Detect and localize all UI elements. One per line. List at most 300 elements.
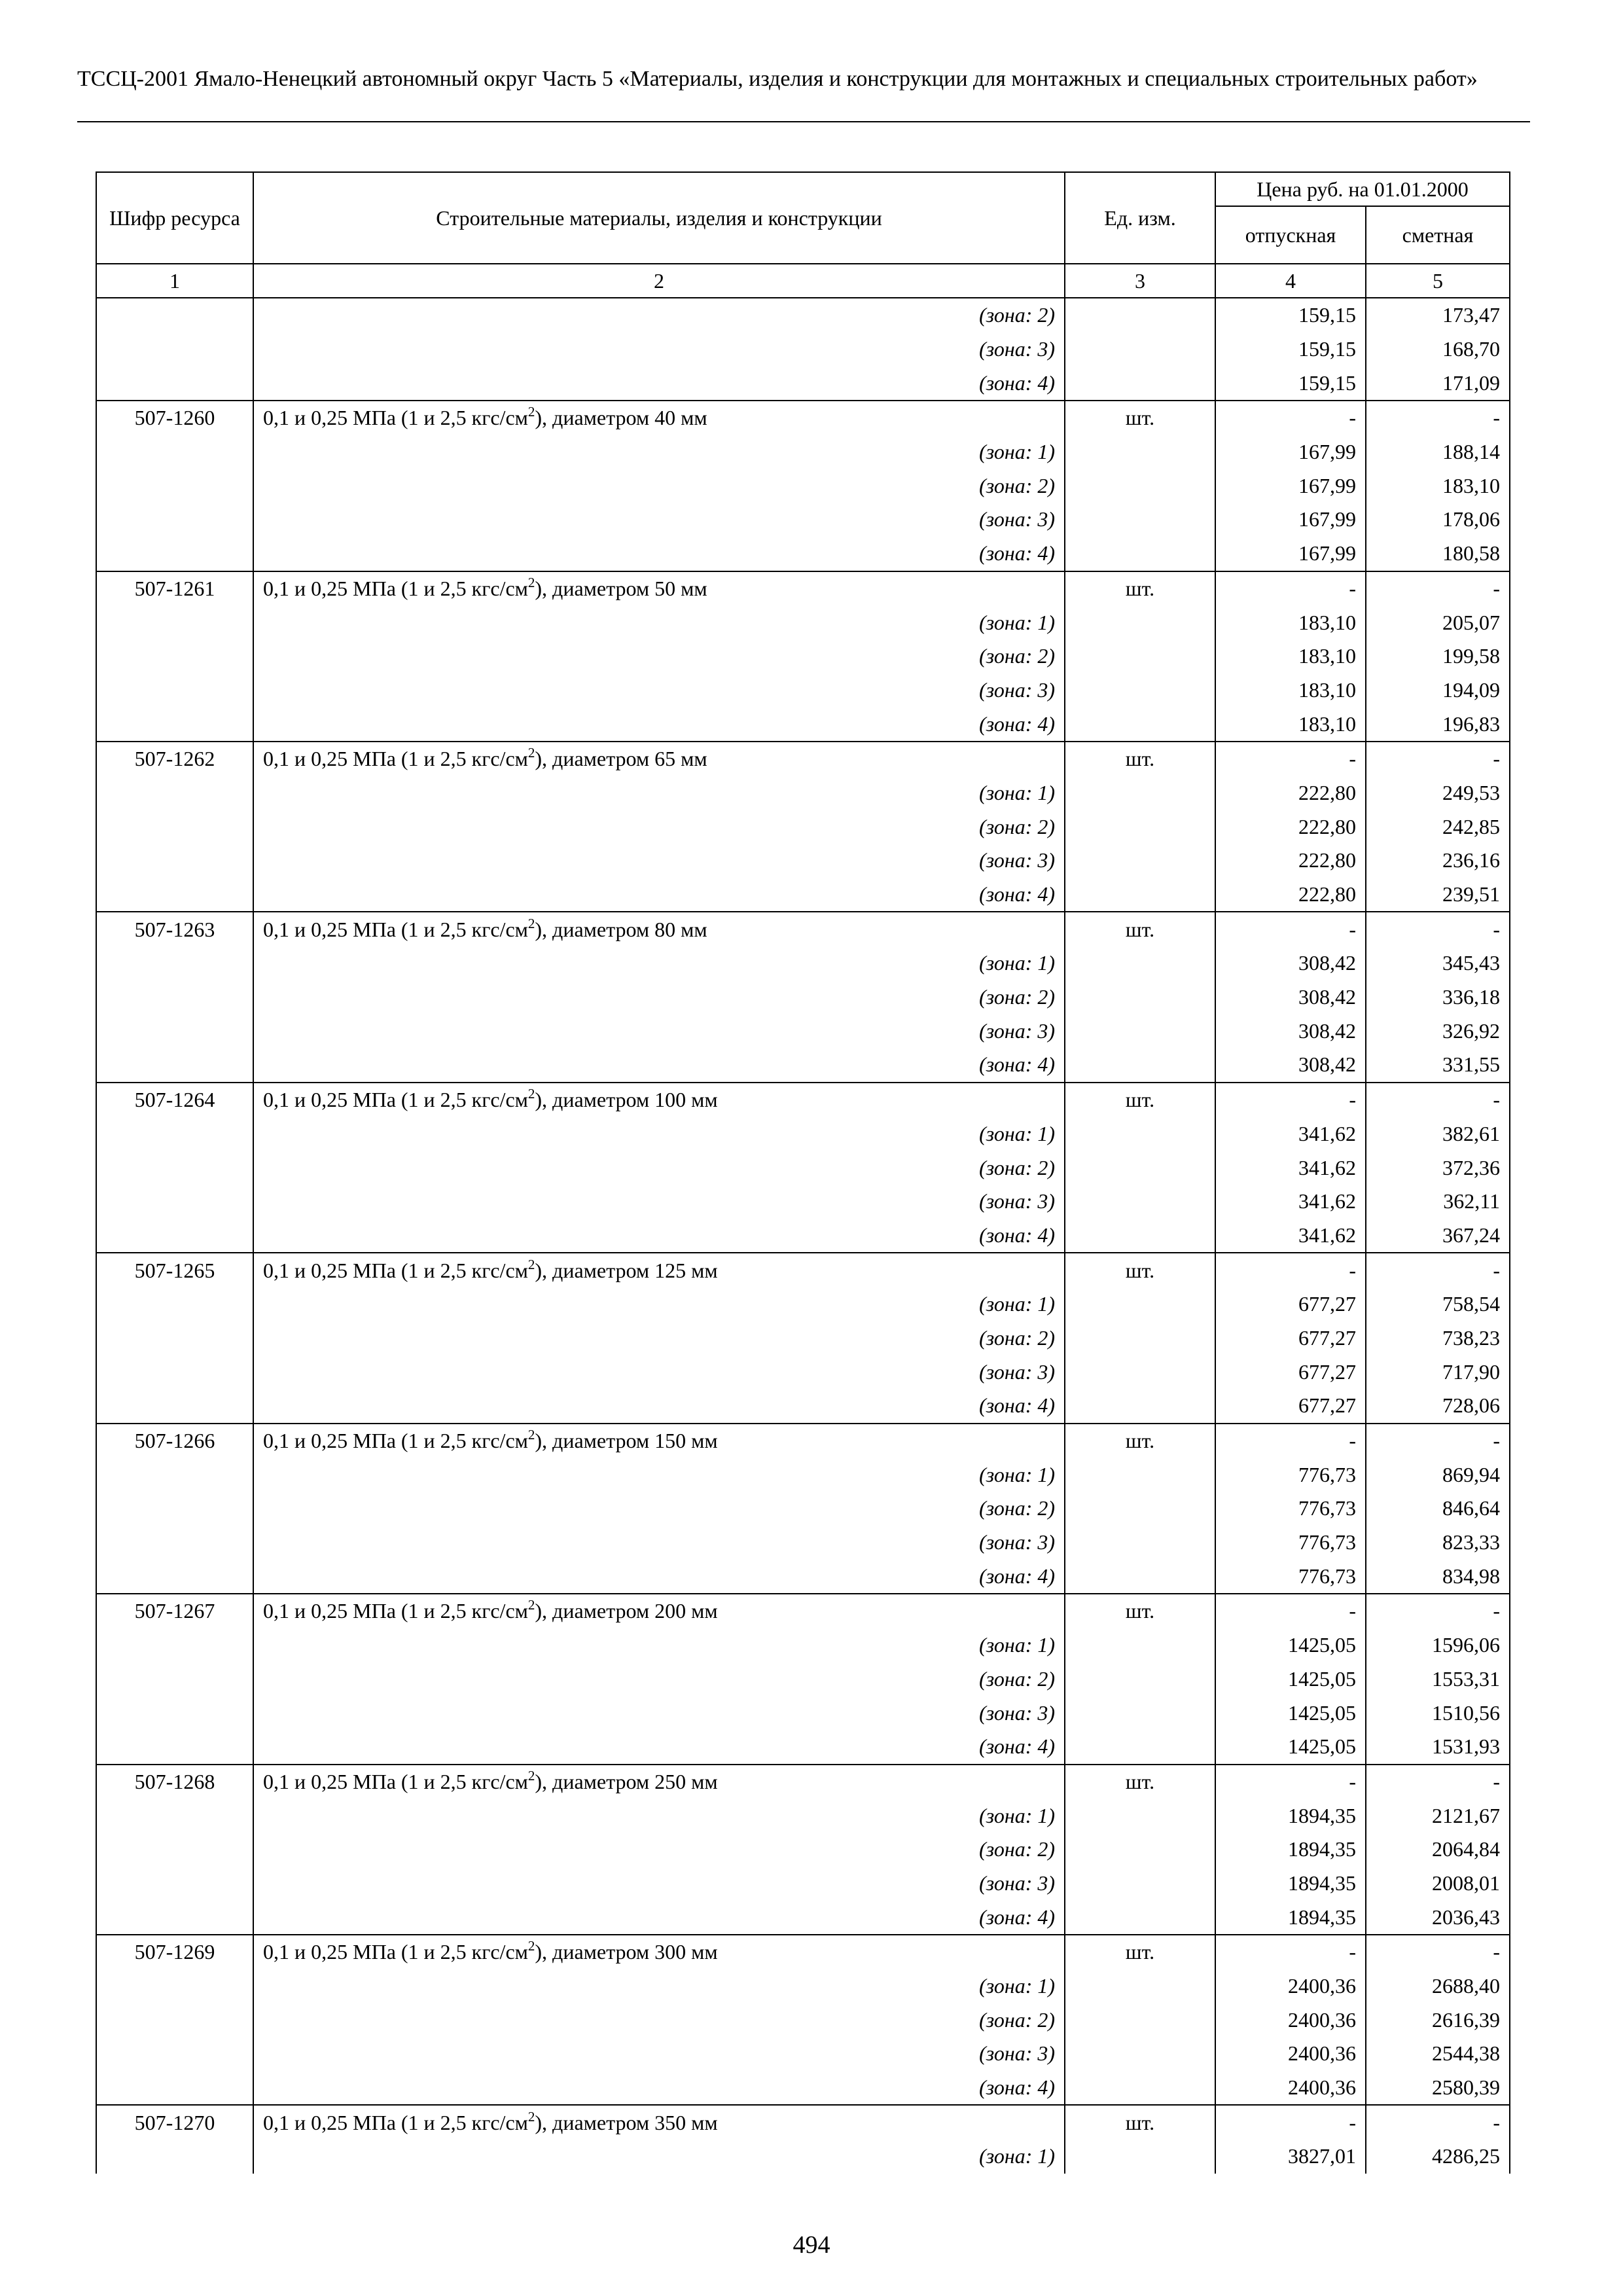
unit: шт. bbox=[1065, 742, 1215, 776]
empty-code-cell bbox=[96, 776, 253, 810]
item-row bbox=[96, 2105, 1510, 2140]
unit: шт. bbox=[1065, 1935, 1215, 1969]
estimate-price: 1531,93 bbox=[1366, 1730, 1510, 1765]
empty-unit-cell bbox=[1065, 1287, 1215, 1321]
item-name-text: 0,1 и 0,25 МПа (1 и 2,5 кгс/см bbox=[263, 1258, 528, 1282]
header-code: Шифр ресурса bbox=[96, 172, 253, 264]
zone-row bbox=[96, 537, 1510, 571]
item-name-text: 0,1 и 0,25 МПа (1 и 2,5 кгс/см bbox=[263, 576, 528, 600]
estimate-price: - bbox=[1366, 1083, 1510, 1117]
item-name-text: 0,1 и 0,25 МПа (1 и 2,5 кгс/см bbox=[263, 747, 528, 771]
empty-code-cell bbox=[96, 605, 253, 639]
empty-code-cell bbox=[96, 1526, 253, 1560]
estimate-price: - bbox=[1366, 912, 1510, 946]
release-price: 1894,35 bbox=[1215, 1867, 1366, 1901]
item-name-text: ), диаметром 80 мм bbox=[535, 917, 707, 941]
zone-row bbox=[96, 1526, 1510, 1560]
empty-unit-cell bbox=[1065, 1355, 1215, 1389]
release-price: 1894,35 bbox=[1215, 1799, 1366, 1833]
empty-unit-cell bbox=[1065, 298, 1215, 332]
zone-label: (зона: 3) bbox=[253, 503, 1065, 537]
estimate-price: 2036,43 bbox=[1366, 1900, 1510, 1935]
item-row bbox=[96, 912, 1510, 946]
zone-row bbox=[96, 1628, 1510, 1662]
item-name bbox=[253, 912, 1065, 946]
item-row bbox=[96, 1765, 1510, 1799]
resource-code: 507-1260 bbox=[96, 401, 253, 435]
empty-code-cell bbox=[96, 537, 253, 571]
empty-code-cell bbox=[96, 1696, 253, 1730]
superscript: 2 bbox=[527, 2108, 535, 2125]
release-price: 159,15 bbox=[1215, 332, 1366, 367]
resource-code: 507-1261 bbox=[96, 571, 253, 606]
zone-row bbox=[96, 1321, 1510, 1355]
zone-label: (зона: 2) bbox=[253, 1833, 1065, 1867]
zone-label: (зона: 3) bbox=[253, 1696, 1065, 1730]
empty-code-cell bbox=[96, 1559, 253, 1594]
empty-code-cell bbox=[96, 2140, 253, 2174]
release-price: - bbox=[1215, 1594, 1366, 1628]
estimate-price: 1510,56 bbox=[1366, 1696, 1510, 1730]
zone-label: (зона: 4) bbox=[253, 878, 1065, 912]
superscript: 2 bbox=[527, 1256, 535, 1272]
empty-code-cell bbox=[96, 673, 253, 708]
empty-code-cell bbox=[96, 1117, 253, 1151]
unit: шт. bbox=[1065, 571, 1215, 606]
item-name-text: ), диаметром 300 мм bbox=[535, 1940, 718, 1964]
release-price: - bbox=[1215, 1424, 1366, 1458]
empty-code-cell bbox=[96, 1662, 253, 1696]
zone-label: (зона: 4) bbox=[253, 707, 1065, 742]
empty-code-cell bbox=[96, 469, 253, 503]
empty-unit-cell bbox=[1065, 1969, 1215, 2003]
estimate-price: 2688,40 bbox=[1366, 1969, 1510, 2003]
empty-code-cell bbox=[96, 1355, 253, 1389]
estimate-price: 242,85 bbox=[1366, 810, 1510, 844]
release-price: 2400,36 bbox=[1215, 2037, 1366, 2071]
resource-code: 507-1265 bbox=[96, 1253, 253, 1287]
release-price: 308,42 bbox=[1215, 1014, 1366, 1048]
release-price: 776,73 bbox=[1215, 1492, 1366, 1526]
zone-row bbox=[96, 1117, 1510, 1151]
release-price: 776,73 bbox=[1215, 1526, 1366, 1560]
release-price: 222,80 bbox=[1215, 878, 1366, 912]
empty-unit-cell bbox=[1065, 1799, 1215, 1833]
estimate-price: 846,64 bbox=[1366, 1492, 1510, 1526]
empty-code-cell bbox=[96, 1048, 253, 1083]
item-name bbox=[253, 1424, 1065, 1458]
zone-label: (зона: 3) bbox=[253, 844, 1065, 878]
zone-label: (зона: 1) bbox=[253, 605, 1065, 639]
zone-row bbox=[96, 332, 1510, 367]
item-name bbox=[253, 2105, 1065, 2140]
zone-row bbox=[96, 1151, 1510, 1185]
item-row bbox=[96, 401, 1510, 435]
release-price: 167,99 bbox=[1215, 503, 1366, 537]
empty-code-cell bbox=[96, 980, 253, 1014]
empty-unit-cell bbox=[1065, 980, 1215, 1014]
zone-row bbox=[96, 2140, 1510, 2174]
release-price: 222,80 bbox=[1215, 844, 1366, 878]
estimate-price: 2616,39 bbox=[1366, 2003, 1510, 2037]
release-price: 159,15 bbox=[1215, 298, 1366, 332]
item-row bbox=[96, 1935, 1510, 1969]
estimate-price: 178,06 bbox=[1366, 503, 1510, 537]
empty-code-cell bbox=[96, 844, 253, 878]
empty-unit-cell bbox=[1065, 605, 1215, 639]
release-price: - bbox=[1215, 1765, 1366, 1799]
empty-unit-cell bbox=[1065, 1185, 1215, 1219]
estimate-price: - bbox=[1366, 1765, 1510, 1799]
resource-code: 507-1266 bbox=[96, 1424, 253, 1458]
zone-label: (зона: 1) bbox=[253, 1458, 1065, 1492]
empty-code-cell bbox=[96, 1185, 253, 1219]
zone-row bbox=[96, 1287, 1510, 1321]
zone-label: (зона: 2) bbox=[253, 980, 1065, 1014]
empty-unit-cell bbox=[1065, 810, 1215, 844]
empty-code-cell bbox=[96, 2003, 253, 2037]
item-name-text: ), диаметром 125 мм bbox=[535, 1258, 718, 1282]
release-price: 776,73 bbox=[1215, 1458, 1366, 1492]
resource-code: 507-1268 bbox=[96, 1765, 253, 1799]
zone-label: (зона: 3) bbox=[253, 1014, 1065, 1048]
column-number: 2 bbox=[253, 264, 1065, 298]
unit: шт. bbox=[1065, 1253, 1215, 1287]
column-number: 1 bbox=[96, 264, 253, 298]
empty-unit-cell bbox=[1065, 1458, 1215, 1492]
zone-row bbox=[96, 1730, 1510, 1765]
estimate-price: 738,23 bbox=[1366, 1321, 1510, 1355]
empty-unit-cell bbox=[1065, 2003, 1215, 2037]
item-name-text: ), диаметром 350 мм bbox=[535, 2110, 718, 2134]
empty-code-cell bbox=[96, 503, 253, 537]
empty-code-cell bbox=[96, 1219, 253, 1253]
estimate-price: 249,53 bbox=[1366, 776, 1510, 810]
zone-label: (зона: 4) bbox=[253, 537, 1065, 571]
estimate-price: 758,54 bbox=[1366, 1287, 1510, 1321]
empty-code-cell bbox=[96, 1492, 253, 1526]
header-estimate: сметная bbox=[1366, 206, 1510, 264]
estimate-price: 194,09 bbox=[1366, 673, 1510, 708]
estimate-price: 834,98 bbox=[1366, 1559, 1510, 1594]
item-name-text: ), диаметром 65 мм bbox=[535, 747, 707, 771]
empty-unit-cell bbox=[1065, 707, 1215, 742]
item-name-text: ), диаметром 100 мм bbox=[535, 1088, 718, 1112]
zone-row bbox=[96, 605, 1510, 639]
empty-code-cell bbox=[96, 1628, 253, 1662]
superscript: 2 bbox=[527, 1767, 535, 1784]
empty-unit-cell bbox=[1065, 366, 1215, 401]
zone-label: (зона: 4) bbox=[253, 1389, 1065, 1424]
item-row bbox=[96, 1424, 1510, 1458]
release-price: - bbox=[1215, 2105, 1366, 2140]
release-price: 2400,36 bbox=[1215, 2071, 1366, 2106]
zone-label: (зона: 2) bbox=[253, 298, 1065, 332]
zone-row bbox=[96, 1389, 1510, 1424]
empty-code-cell bbox=[96, 332, 253, 367]
unit: шт. bbox=[1065, 1765, 1215, 1799]
estimate-price: - bbox=[1366, 571, 1510, 606]
empty-code-cell bbox=[96, 2071, 253, 2106]
release-price: - bbox=[1215, 912, 1366, 946]
estimate-price: 1553,31 bbox=[1366, 1662, 1510, 1696]
release-price: - bbox=[1215, 742, 1366, 776]
zone-row bbox=[96, 298, 1510, 332]
unit: шт. bbox=[1065, 1594, 1215, 1628]
superscript: 2 bbox=[527, 915, 535, 931]
item-row bbox=[96, 742, 1510, 776]
empty-unit-cell bbox=[1065, 469, 1215, 503]
estimate-price: 336,18 bbox=[1366, 980, 1510, 1014]
unit: шт. bbox=[1065, 912, 1215, 946]
header-release: отпускная bbox=[1215, 206, 1366, 264]
release-price: 222,80 bbox=[1215, 776, 1366, 810]
release-price: 167,99 bbox=[1215, 469, 1366, 503]
zone-label: (зона: 2) bbox=[253, 1662, 1065, 1696]
item-name-text: 0,1 и 0,25 МПа (1 и 2,5 кгс/см bbox=[263, 406, 528, 430]
release-price: 1425,05 bbox=[1215, 1628, 1366, 1662]
empty-unit-cell bbox=[1065, 537, 1215, 571]
zone-label: (зона: 3) bbox=[253, 1867, 1065, 1901]
column-number: 5 bbox=[1366, 264, 1510, 298]
zone-row bbox=[96, 707, 1510, 742]
item-name-text: 0,1 и 0,25 МПа (1 и 2,5 кгс/см bbox=[263, 1940, 528, 1964]
zone-row bbox=[96, 366, 1510, 401]
estimate-price: 4286,25 bbox=[1366, 2140, 1510, 2174]
superscript: 2 bbox=[527, 404, 535, 420]
item-name bbox=[253, 1935, 1065, 1969]
estimate-price: 183,10 bbox=[1366, 469, 1510, 503]
item-name-text: ), диаметром 150 мм bbox=[535, 1429, 718, 1453]
item-name-text: 0,1 и 0,25 МПа (1 и 2,5 кгс/см bbox=[263, 1088, 528, 1112]
resource-code: 507-1270 bbox=[96, 2105, 253, 2140]
release-price: 183,10 bbox=[1215, 707, 1366, 742]
unit: шт. bbox=[1065, 1083, 1215, 1117]
zone-label: (зона: 1) bbox=[253, 776, 1065, 810]
empty-unit-cell bbox=[1065, 639, 1215, 673]
estimate-price: - bbox=[1366, 1594, 1510, 1628]
superscript: 2 bbox=[527, 1086, 535, 1102]
zone-label: (зона: 2) bbox=[253, 1492, 1065, 1526]
release-price: 677,27 bbox=[1215, 1355, 1366, 1389]
empty-unit-cell bbox=[1065, 946, 1215, 980]
estimate-price: 345,43 bbox=[1366, 946, 1510, 980]
empty-code-cell bbox=[96, 707, 253, 742]
zone-label: (зона: 4) bbox=[253, 1730, 1065, 1765]
estimate-price: 239,51 bbox=[1366, 878, 1510, 912]
zone-label: (зона: 4) bbox=[253, 2071, 1065, 2106]
zone-row bbox=[96, 1458, 1510, 1492]
estimate-price: 196,83 bbox=[1366, 707, 1510, 742]
release-price: 677,27 bbox=[1215, 1287, 1366, 1321]
empty-unit-cell bbox=[1065, 1048, 1215, 1083]
release-price: 677,27 bbox=[1215, 1389, 1366, 1424]
zone-row bbox=[96, 2037, 1510, 2071]
release-price: 308,42 bbox=[1215, 1048, 1366, 1083]
estimate-price: 823,33 bbox=[1366, 1526, 1510, 1560]
header-price-group: Цена руб. на 01.01.2000 bbox=[1215, 172, 1510, 206]
estimate-price: - bbox=[1366, 1935, 1510, 1969]
zone-row bbox=[96, 1355, 1510, 1389]
zone-row bbox=[96, 1662, 1510, 1696]
release-price: 183,10 bbox=[1215, 605, 1366, 639]
release-price: - bbox=[1215, 401, 1366, 435]
zone-row bbox=[96, 810, 1510, 844]
column-number: 4 bbox=[1215, 264, 1366, 298]
zone-row bbox=[96, 435, 1510, 469]
estimate-price: - bbox=[1366, 742, 1510, 776]
item-name bbox=[253, 1253, 1065, 1287]
empty-unit-cell bbox=[1065, 1900, 1215, 1935]
item-name-text: 0,1 и 0,25 МПа (1 и 2,5 кгс/см bbox=[263, 1429, 528, 1453]
item-name-text: ), диаметром 250 мм bbox=[535, 1769, 718, 1793]
empty-code-cell bbox=[96, 1730, 253, 1765]
empty-unit-cell bbox=[1065, 332, 1215, 367]
empty-code-cell bbox=[96, 1321, 253, 1355]
estimate-price: - bbox=[1366, 401, 1510, 435]
empty-code-cell bbox=[96, 1287, 253, 1321]
item-name-text: 0,1 и 0,25 МПа (1 и 2,5 кгс/см bbox=[263, 2110, 528, 2134]
zone-row bbox=[96, 1833, 1510, 1867]
empty-unit-cell bbox=[1065, 1117, 1215, 1151]
estimate-price: 173,47 bbox=[1366, 298, 1510, 332]
empty-unit-cell bbox=[1065, 435, 1215, 469]
zone-row bbox=[96, 844, 1510, 878]
estimate-price: 869,94 bbox=[1366, 1458, 1510, 1492]
empty-unit-cell bbox=[1065, 1662, 1215, 1696]
item-name-text: 0,1 и 0,25 МПа (1 и 2,5 кгс/см bbox=[263, 1599, 528, 1623]
empty-code-cell bbox=[96, 1014, 253, 1048]
page-number: 494 bbox=[793, 2231, 830, 2259]
superscript: 2 bbox=[527, 745, 535, 761]
unit: шт. bbox=[1065, 1424, 1215, 1458]
release-price: 3827,01 bbox=[1215, 2140, 1366, 2174]
estimate-price: 199,58 bbox=[1366, 639, 1510, 673]
release-price: 341,62 bbox=[1215, 1151, 1366, 1185]
item-name bbox=[253, 571, 1065, 606]
zone-label: (зона: 1) bbox=[253, 1799, 1065, 1833]
item-name-text: 0,1 и 0,25 МПа (1 и 2,5 кгс/см bbox=[263, 917, 528, 941]
release-price: 167,99 bbox=[1215, 537, 1366, 571]
zone-label: (зона: 3) bbox=[253, 2037, 1065, 2071]
empty-code-cell bbox=[96, 1151, 253, 1185]
zone-label: (зона: 4) bbox=[253, 1559, 1065, 1594]
estimate-price: 372,36 bbox=[1366, 1151, 1510, 1185]
empty-code-cell bbox=[96, 435, 253, 469]
item-name bbox=[253, 1765, 1065, 1799]
estimate-price: 2121,67 bbox=[1366, 1799, 1510, 1833]
empty-unit-cell bbox=[1065, 844, 1215, 878]
release-price: 308,42 bbox=[1215, 946, 1366, 980]
item-name-text: 0,1 и 0,25 МПа (1 и 2,5 кгс/см bbox=[263, 1769, 528, 1793]
zone-row bbox=[96, 1799, 1510, 1833]
empty-unit-cell bbox=[1065, 2071, 1215, 2106]
empty-unit-cell bbox=[1065, 1014, 1215, 1048]
zone-row bbox=[96, 1219, 1510, 1253]
empty-code-cell bbox=[96, 366, 253, 401]
zone-row bbox=[96, 2003, 1510, 2037]
estimate-price: - bbox=[1366, 2105, 1510, 2140]
item-row bbox=[96, 571, 1510, 606]
estimate-price: 367,24 bbox=[1366, 1219, 1510, 1253]
release-price: - bbox=[1215, 571, 1366, 606]
empty-unit-cell bbox=[1065, 1559, 1215, 1594]
header-unit: Ед. изм. bbox=[1065, 172, 1215, 264]
release-price: 677,27 bbox=[1215, 1321, 1366, 1355]
estimate-price: 171,09 bbox=[1366, 366, 1510, 401]
empty-unit-cell bbox=[1065, 776, 1215, 810]
release-price: 222,80 bbox=[1215, 810, 1366, 844]
zone-row bbox=[96, 1185, 1510, 1219]
superscript: 2 bbox=[527, 574, 535, 590]
zone-label: (зона: 3) bbox=[253, 1185, 1065, 1219]
zone-row bbox=[96, 503, 1510, 537]
release-price: 1425,05 bbox=[1215, 1696, 1366, 1730]
header-name: Строительные материалы, изделия и конструкции bbox=[253, 172, 1065, 264]
zone-row bbox=[96, 1048, 1510, 1083]
release-price: 341,62 bbox=[1215, 1117, 1366, 1151]
empty-code-cell bbox=[96, 1867, 253, 1901]
empty-unit-cell bbox=[1065, 1492, 1215, 1526]
empty-code-cell bbox=[96, 1833, 253, 1867]
document-header: ТССЦ-2001 Ямало-Ненецкий автономный округ Часть 5 «Материалы, изделия и конструкции для монтажных и специальных строительных работ» bbox=[77, 67, 1478, 91]
release-price: 183,10 bbox=[1215, 673, 1366, 708]
zone-label: (зона: 4) bbox=[253, 1048, 1065, 1083]
zone-label: (зона: 1) bbox=[253, 1287, 1065, 1321]
zone-label: (зона: 3) bbox=[253, 673, 1065, 708]
empty-code-cell bbox=[96, 639, 253, 673]
empty-unit-cell bbox=[1065, 1730, 1215, 1765]
empty-unit-cell bbox=[1065, 503, 1215, 537]
item-name bbox=[253, 401, 1065, 435]
item-row bbox=[96, 1083, 1510, 1117]
superscript: 2 bbox=[527, 1427, 535, 1443]
empty-code-cell bbox=[96, 946, 253, 980]
estimate-price: 331,55 bbox=[1366, 1048, 1510, 1083]
estimate-price: 205,07 bbox=[1366, 605, 1510, 639]
zone-label: (зона: 4) bbox=[253, 366, 1065, 401]
zone-row bbox=[96, 1696, 1510, 1730]
estimate-price: 2580,39 bbox=[1366, 2071, 1510, 2106]
zone-label: (зона: 4) bbox=[253, 1219, 1065, 1253]
estimate-price: 180,58 bbox=[1366, 537, 1510, 571]
estimate-price: - bbox=[1366, 1253, 1510, 1287]
estimate-price: - bbox=[1366, 1424, 1510, 1458]
zone-label: (зона: 3) bbox=[253, 1355, 1065, 1389]
item-row bbox=[96, 1594, 1510, 1628]
release-price: 1894,35 bbox=[1215, 1833, 1366, 1867]
price-table bbox=[96, 171, 1510, 2174]
item-name bbox=[253, 1594, 1065, 1628]
release-price: 1894,35 bbox=[1215, 1900, 1366, 1935]
zone-row bbox=[96, 2071, 1510, 2106]
release-price: 2400,36 bbox=[1215, 1969, 1366, 2003]
release-price: 776,73 bbox=[1215, 1559, 1366, 1594]
estimate-price: 236,16 bbox=[1366, 844, 1510, 878]
empty-code-cell bbox=[96, 810, 253, 844]
empty-code-cell bbox=[96, 878, 253, 912]
estimate-price: 188,14 bbox=[1366, 435, 1510, 469]
zone-label: (зона: 1) bbox=[253, 1969, 1065, 2003]
release-price: 183,10 bbox=[1215, 639, 1366, 673]
zone-row bbox=[96, 1867, 1510, 1901]
empty-unit-cell bbox=[1065, 878, 1215, 912]
zone-row bbox=[96, 1014, 1510, 1048]
resource-code: 507-1264 bbox=[96, 1083, 253, 1117]
item-row bbox=[96, 1253, 1510, 1287]
zone-label: (зона: 1) bbox=[253, 2140, 1065, 2174]
empty-code-cell bbox=[96, 1389, 253, 1424]
